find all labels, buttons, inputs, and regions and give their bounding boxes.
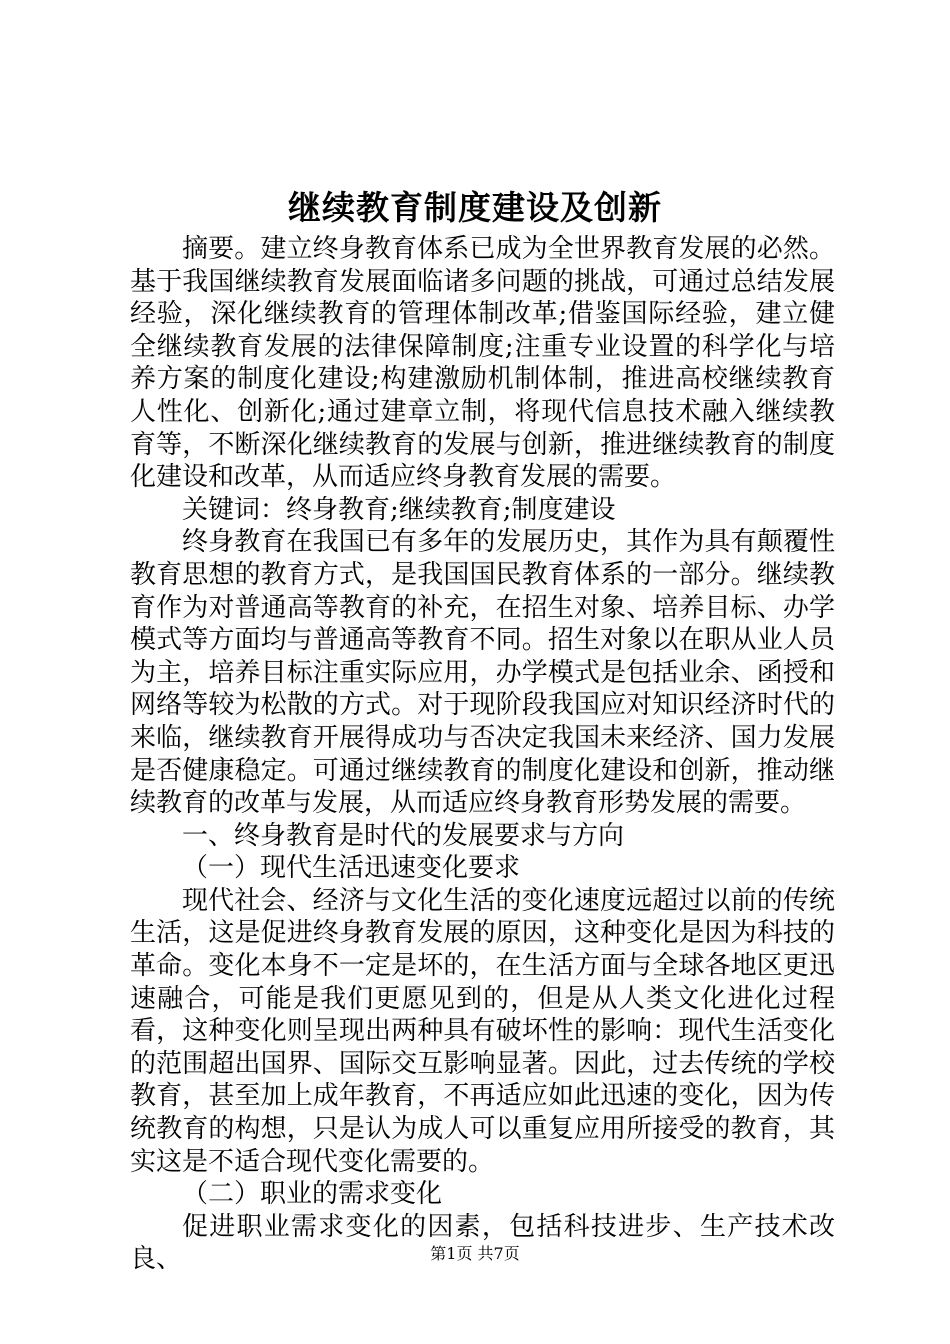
subsection-heading-2: （二）职业的需求变化 <box>182 1179 443 1210</box>
document-title: 继续教育制度建设及创新 <box>288 188 662 227</box>
keywords-paragraph: 关键词：终身教育;继续教育;制度建设 <box>182 494 616 525</box>
body-paragraph: 促进职业需求变化的因素，包括科技进步、生产技术改良、 <box>130 1211 835 1275</box>
body-paragraph: 现代社会、经济与文化生活的变化速度远超过以前的传统生活，这是促进终身教育发展的原因，这种变化是因为科技的革命。变化本身不一定是坏的，在生活方面与全球各地区更迅速融合，可能是我们更愿见到的，但是从人类文化进化过程看，这种变化则呈现出两种具有破坏性的影响：现代生活变化的范围超出国界、国际交互影响显著。因此，过去传统的学校教育，甚至加上成年教育，不再适应如此迅速的变化，因为传统教育的构想，只是认为成人可以重复应用所接受的教育，其实这是不适合现代变化需要的。 <box>130 885 835 1177</box>
abstract-paragraph: 摘要。建立终身教育体系已成为全世界教育发展的必然。基于我国继续教育发展面临诸多问题的挑战，可通过总结发展经验，深化继续教育的管理体制改革;借鉴国际经验，建立健全继续教育发展的法律保障制度;注重专业设置的科学化与培养方案的制度化建设;构建激励机制体制，推进高校继续教育人性化、创新化;通过建章立制，将现代信息技术融入继续教育等，不断深化继续教育的发展与创新，推进继续教育的制度化建设和改革，从而适应终身教育发展的需要。 <box>130 234 835 493</box>
intro-paragraph: 终身教育在我国已有多年的发展历史，其作为具有颠覆性教育思想的教育方式，是我国国民教育体系的一部分。继续教育作为对普通高等教育的补充，在招生对象、培养目标、办学模式等方面均与普通高等教育不同。招生对象以在职从业人员为主，培养目标注重实际应用，办学模式是包括业余、函授和网络等较为松散的方式。对于现阶段我国应对知识经济时代的来临，继续教育开展得成功与否决定我国未来经济、国力发展是否健康稳定。可通过继续教育的制度化建设和创新，推动继续教育的改革与发展，从而适应终身教育形势发展的需要。 <box>130 527 835 819</box>
subsection-heading-1: （一）现代生活迅速变化要求 <box>182 853 521 884</box>
section-heading-1: 一、终身教育是时代的发展要求与方向 <box>182 820 625 851</box>
page-footer: 第1页 共7页 <box>430 1244 520 1263</box>
document-body <box>130 233 835 1276</box>
